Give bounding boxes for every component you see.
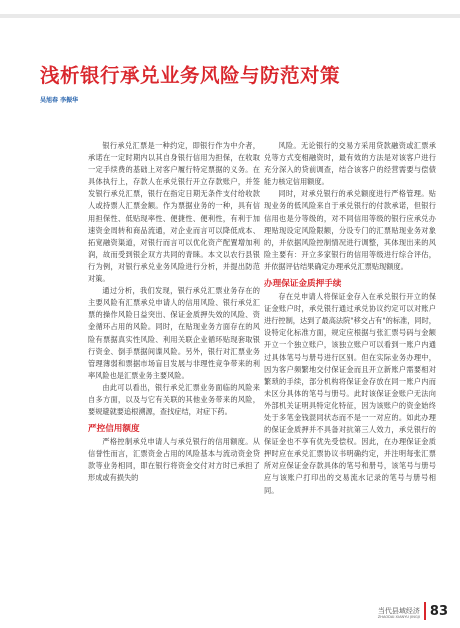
section-heading: 办理保证金质押手续 bbox=[264, 279, 342, 290]
paragraph: 严格控制承兑申请人与承兑银行的信用额度。从信誉性而言，汇票资金占用的风险基本与流动资金贷款等业务相同，即在银行将资金交付对方时已承担了形成或有损失的 bbox=[88, 437, 260, 483]
paragraph: 风险。无论银行的交易方采用贷款融资或汇票承兑等方式变相融资时，最有效的方法是对该客户进行充分深入的贷前调查，结合该客户的经营需要与偿债能力核定信用额度。 bbox=[264, 141, 436, 187]
section-heading: 严控信用额度 bbox=[88, 424, 140, 435]
top-rule bbox=[0, 14, 460, 18]
paragraph: 存在兑申请人将保证金存入在承兑银行开立的保证金账户时，承兑银行通过承兑协议约定可以对账户进行控制，达到了最高法院"移交占有"的标准，同时，设特定化标准方面，规定应根据与张汇票号码与金额开立一个独立账户，该独立账户可以看到一账户内通过具体笔号与册号进行区别。但在实际业务办理中，因为客户频繁地交付保证金而且开立新账户需要相对繁琐的手续，部分机构将保证金存放在同一账户内而未区分具体的笔号与册号。此时该保证金账户无法向外部机关证明具特定化特征，因为该账户的资金始终处于多笔金钱混同状态而不是一一对应的。如此办理的保证金质押并不具备对抗第三人效力，承兑银行的保证金也不享有优先受偿权。因此，在办理保证金质押时应在承兑汇票协议书明确约定，并注明每张汇票所对应保证金存款具体的笔号和册号，该笔号与册号应与该账户打印出的交易流水记录的笔号与册号相同。 bbox=[264, 292, 436, 495]
page-number: 83 bbox=[429, 604, 448, 619]
right-column bbox=[264, 140, 436, 497]
left-column bbox=[88, 140, 260, 485]
article-title: 浅析银行承兑业务风险与防范对策 bbox=[40, 64, 341, 87]
magazine-name-en: ZHAODAI XIANYU JINGJI bbox=[377, 615, 420, 619]
magazine-name bbox=[378, 607, 420, 620]
magazine-name-cn: 当代县域经济 bbox=[377, 607, 420, 615]
page-footer bbox=[378, 598, 448, 620]
paragraph: 由此可以看出，银行承兑汇票业务面临的风险来自多方面，以及与它有关联的其他业务带来的风险，要规避就要追根溯源，查找症结，对症下药。 bbox=[88, 382, 260, 417]
paragraph: 同时，对承兑银行的承兑额度进行严格管理。贴现业务的低风险来自于承兑银行的付款承诺，但银行信用也是分等级的，对不同信用等级的银行应承兑办理贴现设定风险限额，分设专门的汇票贴现业务对象的，并依据风险控制情况进行调整，其体现出来的风险主要有：开立多家银行的信用等级进行综合评估，并依据评估结果确定办理承兑汇票贴现额度。 bbox=[264, 189, 436, 271]
paragraph: 银行承兑汇票是一种约定，即银行作为中介者，承诺在一定时期内以其自身银行信用为担保，在收取一定手续费的基础上对客户履行特定票据的义务。在具体执行上，存款人在承兑银行开立存款账户，并签发银行承兑汇票，银行在指定日期无条件支付给收款人或持票人汇票金额。作为票据业务的一种，具有信用担保性、低贴现率性、便捷性、便利性，有利于加速资金周转和商品流通，对企业而言可以降低成本、拓宽融资渠道，对银行而言可以优化资产配置增加利润，故而受到银企双方共同的青睐。本文以农行县银行为例，对银行承兑业务风险进行分析，并提出防范对策。 bbox=[88, 141, 260, 284]
author-byline: 吴旭春 李振华 bbox=[40, 97, 79, 104]
footer-accent-bar bbox=[424, 602, 426, 620]
paragraph: 通过分析，我们发现，银行承兑汇票业务存在的主要风险有汇票承兑申请人的信用风险、银行承兑汇票的操作风险日益突出、保证金质押失效的风险、资金循环占用的风险。同时，在贴现业务方面存在的风险有票据真实性风险、利用关联企业循环贴现套取银行资金、倒手票据间谍风险。另外，银行对汇票业务管理薄弱和票据市场盲目发展与非理性竞争带来的利率风险也是汇票业务主要风险。 bbox=[88, 286, 260, 380]
